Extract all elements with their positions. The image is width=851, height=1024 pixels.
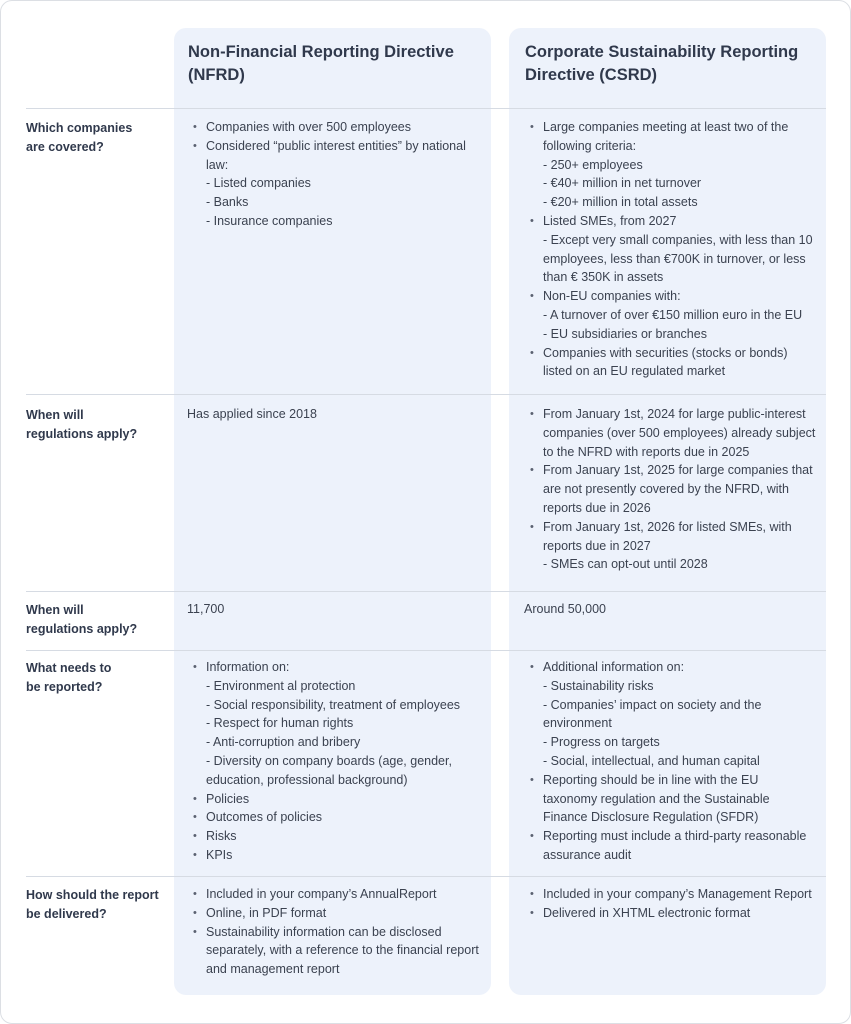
row-label-timeline: When will regulations apply? bbox=[26, 408, 138, 441]
list-item bbox=[524, 118, 816, 212]
list-item bbox=[187, 885, 479, 904]
list-item bbox=[187, 827, 479, 846]
list-item-text: Risks bbox=[206, 829, 237, 844]
sub-item: - Environment al protection bbox=[206, 678, 356, 693]
list-item bbox=[524, 771, 816, 827]
list-item bbox=[524, 405, 816, 461]
sub-item: - Listed companies bbox=[206, 176, 311, 191]
list-item bbox=[524, 885, 816, 904]
sub-item: - Diversity on company boards (age, gender, education, professional background) bbox=[206, 753, 452, 787]
csrd-company-count-cell: Around 50,000 bbox=[524, 602, 607, 616]
list-item-text: From January 1st, 2026 for listed SMEs, with reports due in 2027 bbox=[543, 519, 792, 553]
sub-item: - EU subsidiaries or branches bbox=[543, 326, 707, 341]
row-label-company-count: When will regulations apply? bbox=[26, 603, 138, 636]
list-item bbox=[524, 827, 816, 865]
csrd-timeline-cell bbox=[524, 405, 816, 574]
csrd-column-header: Corporate Sustainability Reporting Directive (CSRD) bbox=[525, 43, 799, 84]
list-item-text: Included in your company’s Management Report bbox=[543, 887, 812, 901]
bullet-list bbox=[524, 658, 816, 865]
list-item bbox=[524, 518, 816, 574]
list-item-text: Reporting should be in line with the EU taxonomy regulation and the Sustainable Finance Disclosure Regulation (SFDR) bbox=[543, 772, 770, 825]
list-item-text: Companies with securities (stocks or bonds) listed on an EU regulated market bbox=[543, 345, 788, 379]
row-label-reporting-content: What needs to be reported? bbox=[26, 661, 112, 694]
sub-item: - A turnover of over €150 million euro in the EU bbox=[543, 307, 803, 322]
sub-item: - Companies’ impact on society and the environment bbox=[543, 697, 762, 731]
row-divider bbox=[26, 591, 826, 592]
sub-item: - Insurance companies bbox=[206, 213, 333, 228]
bullet-list bbox=[524, 885, 816, 923]
sub-item: - Social responsibility, treatment of employees bbox=[206, 697, 461, 712]
bullet-list bbox=[524, 405, 816, 574]
row-divider bbox=[26, 876, 826, 877]
list-item-text: Policies bbox=[206, 791, 250, 806]
csrd-delivery-cell bbox=[524, 885, 816, 923]
list-item bbox=[524, 212, 816, 287]
list-item-text: Reporting must include a third-party reasonable assurance audit bbox=[543, 829, 807, 862]
list-item-text: Sustainability information can be disclosed separately, with a reference to the financial report and management report bbox=[206, 924, 479, 977]
list-item bbox=[524, 461, 816, 517]
list-item bbox=[524, 287, 816, 343]
nfrd-company-count-cell: 11,700 bbox=[187, 602, 225, 616]
bullet-list bbox=[524, 118, 816, 381]
sub-item: - €40+ million in net turnover bbox=[543, 176, 702, 191]
sub-item: - 250+ employees bbox=[543, 157, 643, 172]
list-item-text: From January 1st, 2025 for large companies that are not presently covered by the NFRD, with reports due in 2026 bbox=[543, 463, 813, 515]
sub-item: - Respect for human rights bbox=[206, 716, 354, 731]
row-label-coverage: Which companies are covered? bbox=[26, 121, 133, 154]
list-item-text: Included in your company’s AnnualReport bbox=[206, 887, 437, 901]
sub-item: - Sustainability risks bbox=[543, 678, 654, 693]
csrd-reporting-content-cell bbox=[524, 658, 816, 865]
sub-item: - Social, intellectual, and human capital bbox=[543, 753, 760, 768]
row-label-delivery: How should the report be delivered? bbox=[26, 888, 159, 921]
list-item bbox=[187, 118, 479, 137]
list-item bbox=[187, 904, 479, 923]
list-item-text: Considered “public interest entities” by national law: bbox=[206, 138, 466, 172]
list-item bbox=[187, 658, 479, 790]
list-item-text: Listed SMEs, from 2027 bbox=[543, 213, 677, 228]
list-item bbox=[187, 137, 479, 231]
list-item bbox=[524, 658, 816, 771]
bullet-list bbox=[187, 885, 479, 979]
row-divider bbox=[26, 394, 826, 395]
row-divider bbox=[26, 108, 826, 109]
nfrd-timeline-cell: Has applied since 2018 bbox=[187, 407, 317, 421]
bullet-list bbox=[187, 118, 479, 231]
list-item-text: Non-EU companies with: bbox=[543, 289, 681, 304]
list-item bbox=[187, 790, 479, 809]
list-item bbox=[524, 904, 816, 923]
sub-item: - Banks bbox=[206, 195, 249, 210]
nfrd-delivery-cell bbox=[187, 885, 479, 979]
list-item-text: Additional information on: bbox=[543, 660, 685, 674]
list-item-text: Delivered in XHTML electronic format bbox=[543, 905, 751, 920]
list-item-text: From January 1st, 2024 for large public-interest companies (over 500 employees) already subject to the NFRD with reports due in 2025 bbox=[543, 407, 816, 459]
sub-item: - SMEs can opt-out until 2028 bbox=[543, 557, 708, 572]
list-item-text: Companies with over 500 employees bbox=[206, 120, 411, 134]
list-item bbox=[187, 846, 479, 865]
list-item-text: Online, in PDF format bbox=[206, 905, 327, 920]
nfrd-column-header: Non-Financial Reporting Directive (NFRD) bbox=[188, 43, 454, 84]
sub-item: - Progress on targets bbox=[543, 735, 660, 750]
sub-item: - Anti-corruption and bribery bbox=[206, 735, 361, 750]
sub-item: - Except very small companies, with less than 10 employees, less than €700K in turnover, or less than € 350K in assets bbox=[543, 232, 813, 285]
list-item-text: Large companies meeting at least two of the following criteria: bbox=[543, 120, 789, 153]
list-item-text: Outcomes of policies bbox=[206, 810, 323, 825]
list-item bbox=[187, 923, 479, 979]
list-item-text: KPIs bbox=[206, 847, 233, 862]
nfrd-coverage-cell bbox=[187, 118, 479, 231]
list-item bbox=[187, 808, 479, 827]
sub-item: - €20+ million in total assets bbox=[543, 195, 698, 210]
csrd-coverage-cell bbox=[524, 118, 816, 381]
list-item bbox=[524, 344, 816, 382]
row-divider bbox=[26, 650, 826, 651]
nfrd-reporting-content-cell bbox=[187, 658, 479, 865]
bullet-list bbox=[187, 658, 479, 865]
list-item-text: Information on: bbox=[206, 660, 290, 674]
